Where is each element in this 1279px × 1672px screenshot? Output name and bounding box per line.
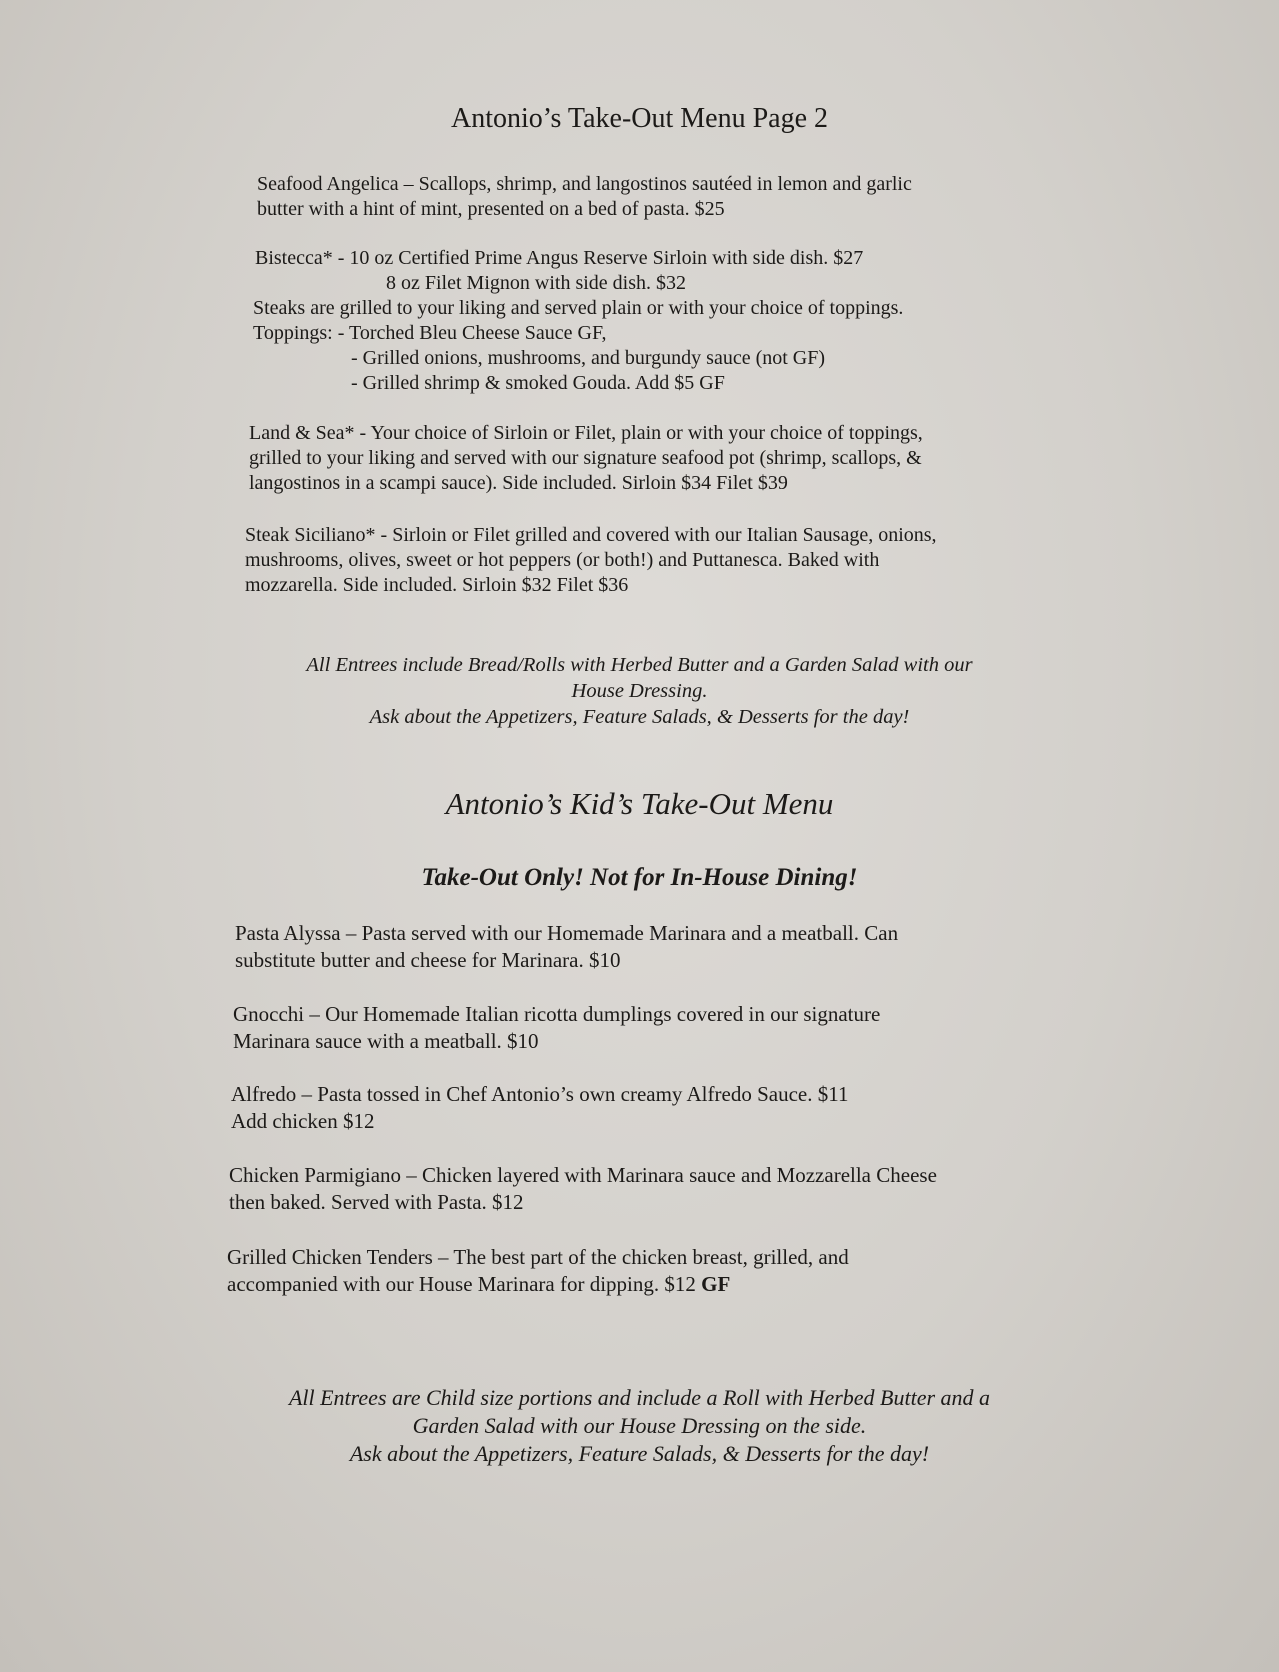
item-text-line: mushrooms, olives, sweet or hot peppers (or both!) and Puttanesca. Baked with xyxy=(245,549,880,571)
entree-note xyxy=(0,652,1279,730)
menu-item-seafood-angelica xyxy=(257,172,912,222)
menu-item-chicken-tenders xyxy=(227,1244,849,1298)
item-text-line: Gnocchi – Our Homemade Italian ricotta dumplings covered in our signature xyxy=(233,1002,881,1026)
item-text-line: Grilled Chicken Tenders – The best part of the chicken breast, grilled, and xyxy=(227,1245,849,1269)
topping-option: - Grilled shrimp & smoked Gouda. Add $5 GF xyxy=(351,372,725,394)
item-text-line: substitute butter and cheese for Marinara. $10 xyxy=(235,948,621,972)
item-text-line: Alfredo – Pasta tossed in Chef Antonio’s own creamy Alfredo Sauce. $11 xyxy=(231,1082,849,1106)
menu-item-bistecca xyxy=(255,246,903,396)
kids-menu-subtitle: Take-Out Only! Not for In-House Dining! xyxy=(421,864,858,891)
note-line: House Dressing. xyxy=(571,680,708,702)
item-text-line: langostinos in a scampi sauce). Side included. Sirloin $34 Filet $39 xyxy=(249,472,788,494)
item-text-line: Seafood Angelica – Scallops, shrimp, and langostinos sautéed in lemon and garlic xyxy=(257,173,912,195)
item-text-line: grilled to your liking and served with our signature seafood pot (shrimp, scallops, & xyxy=(249,447,922,469)
topping-option: - Grilled onions, mushrooms, and burgundy sauce (not GF) xyxy=(351,347,826,369)
item-text-line: Marinara sauce with a meatball. $10 xyxy=(233,1029,539,1053)
note-line: Ask about the Appetizers, Feature Salads, & Desserts for the day! xyxy=(369,706,910,728)
item-text: accompanied with our House Marinara for dipping. $12 xyxy=(227,1272,702,1296)
item-text-line xyxy=(227,1271,849,1298)
item-text-line: Add chicken $12 xyxy=(231,1109,375,1133)
menu-item-pasta-alyssa xyxy=(235,920,898,974)
note-line: Ask about the Appetizers, Feature Salads, & Desserts for the day! xyxy=(349,1441,930,1466)
menu-item-chicken-parmigiano xyxy=(229,1162,937,1216)
item-text-line: Bistecca* - 10 oz Certified Prime Angus Reserve Sirloin with side dish. $27 xyxy=(255,247,864,269)
item-text-line: 8 oz Filet Mignon with side dish. $32 xyxy=(386,272,686,294)
item-text-line: Pasta Alyssa – Pasta served with our Homemade Marinara and a meatball. Can xyxy=(235,921,899,945)
gluten-free-badge: GF xyxy=(701,1272,731,1296)
topping-option: - Torched Bleu Cheese Sauce GF, xyxy=(337,322,607,344)
item-text-line: Steaks are grilled to your liking and served plain or with your choice of toppings. xyxy=(253,297,904,319)
menu-item-alfredo xyxy=(231,1081,848,1135)
note-line: Garden Salad with our House Dressing on the side. xyxy=(412,1413,867,1438)
toppings-label: Toppings: xyxy=(253,322,338,344)
kids-menu-title: Antonio’s Kid’s Take-Out Menu xyxy=(445,786,834,821)
item-text-line: then baked. Served with Pasta. $12 xyxy=(229,1190,524,1214)
item-text-line: Chicken Parmigiano – Chicken layered with Marinara sauce and Mozzarella Cheese xyxy=(229,1163,937,1187)
item-text-line: Land & Sea* - Your choice of Sirloin or Filet, plain or with your choice of toppings, xyxy=(249,422,923,444)
menu-item-steak-siciliano xyxy=(245,523,937,598)
menu-item-gnocchi xyxy=(233,1001,880,1055)
item-text-line: Steak Siciliano* - Sirloin or Filet grilled and covered with our Italian Sausage, onions, xyxy=(245,524,937,546)
kids-note xyxy=(0,1384,1279,1468)
item-text-line: mozzarella. Side included. Sirloin $32 Filet $36 xyxy=(245,574,629,596)
note-line: All Entrees are Child size portions and include a Roll with Herbed Butter and a xyxy=(288,1385,991,1410)
page-title: Antonio’s Take-Out Menu Page 2 xyxy=(450,103,829,134)
item-text-line: butter with a hint of mint, presented on a bed of pasta. $25 xyxy=(257,198,725,220)
note-line: All Entrees include Bread/Rolls with Herbed Butter and a Garden Salad with our xyxy=(306,654,973,676)
toppings-line xyxy=(253,321,903,346)
menu-item-land-and-sea xyxy=(249,421,923,496)
